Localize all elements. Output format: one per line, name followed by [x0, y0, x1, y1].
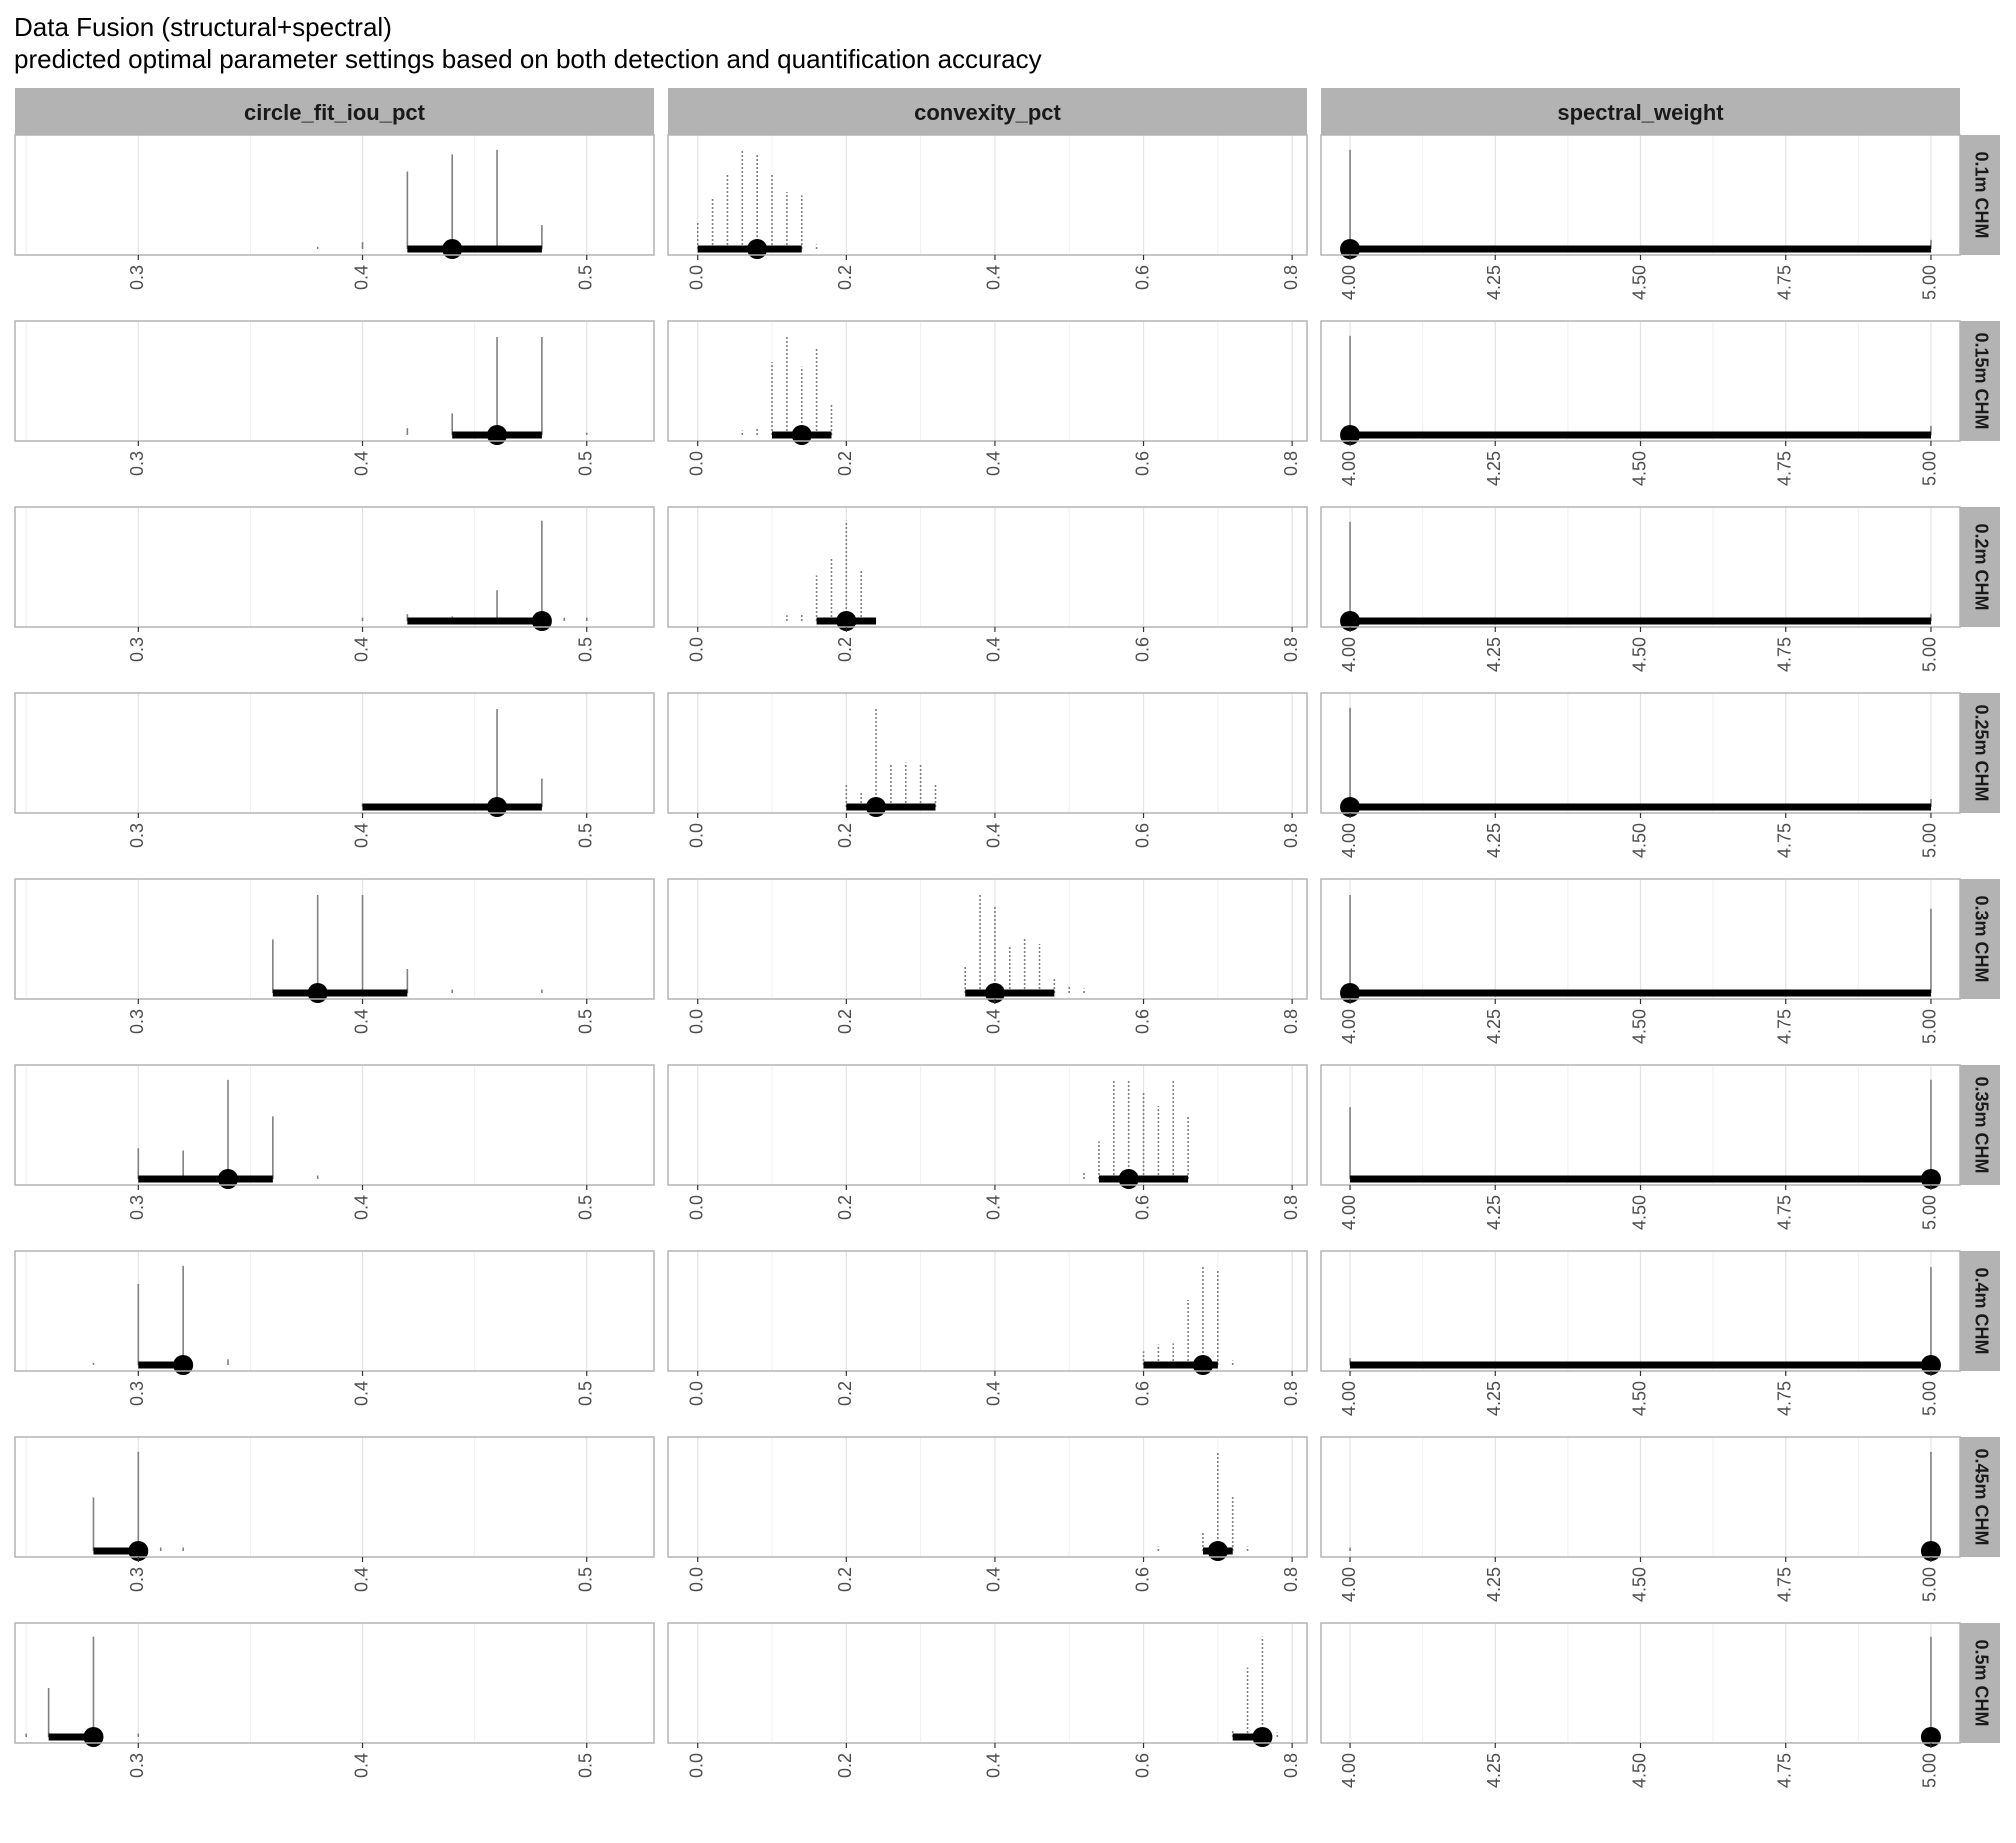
row-strip-label: 0.15m CHM — [1971, 332, 1992, 430]
facet-panel — [668, 507, 1307, 662]
facet-panel — [668, 879, 1307, 1034]
x-tick-label: 0.6 — [1132, 451, 1153, 477]
x-tick-label: 0.4 — [983, 1381, 1004, 1407]
facet-panel — [668, 1065, 1307, 1220]
x-tick-label: 4.00 — [1338, 1753, 1359, 1789]
x-tick-label: 4.75 — [1774, 823, 1795, 859]
row-strip-label: 0.5m CHM — [1971, 1639, 1992, 1727]
x-tick-label: 0.0 — [686, 265, 707, 291]
x-tick-label: 0.5 — [575, 1381, 596, 1407]
x-tick-label: 4.75 — [1774, 1195, 1795, 1231]
x-tick-label: 0.8 — [1280, 1753, 1301, 1779]
x-tick-label: 0.6 — [1132, 1009, 1153, 1035]
x-tick-label: 0.5 — [575, 1195, 596, 1221]
x-tick-label: 4.50 — [1629, 823, 1650, 859]
row-strip-label: 0.25m CHM — [1971, 704, 1992, 802]
panel-border — [15, 1437, 654, 1557]
facet-panel — [668, 693, 1307, 848]
facet-panel — [668, 1251, 1307, 1406]
x-tick-label: 0.4 — [351, 451, 372, 477]
x-tick-label: 5.00 — [1919, 1567, 1940, 1603]
point-estimate — [218, 1169, 238, 1189]
x-tick-label: 5.00 — [1919, 265, 1940, 301]
x-tick-label: 0.8 — [1280, 1381, 1301, 1407]
facet-panel — [15, 1623, 654, 1778]
x-tick-label: 4.25 — [1484, 1753, 1505, 1789]
x-tick-label: 0.4 — [351, 1381, 372, 1407]
panel-border — [15, 321, 654, 441]
x-tick-label: 4.00 — [1338, 265, 1359, 301]
facet-panel — [15, 693, 654, 848]
x-tick-label: 5.00 — [1919, 451, 1940, 487]
x-tick-label: 0.4 — [983, 823, 1004, 849]
chart-subtitle: predicted optimal parameter settings based on both detection and quantification accuracy — [14, 44, 1042, 74]
x-tick-label: 0.2 — [835, 1009, 856, 1035]
facet-panel — [668, 1623, 1307, 1778]
point-estimate — [308, 983, 328, 1003]
x-tick-label: 0.8 — [1280, 823, 1301, 849]
facet-panel — [15, 507, 654, 662]
x-tick-label: 0.4 — [983, 1195, 1004, 1221]
point-estimate — [532, 611, 552, 631]
x-tick-label: 5.00 — [1919, 1753, 1940, 1789]
panel-border — [15, 507, 654, 627]
x-tick-label: 0.0 — [686, 637, 707, 663]
facet-panel — [1321, 693, 1960, 858]
panel-border — [15, 1623, 654, 1743]
x-tick-label: 0.4 — [983, 1753, 1004, 1779]
facet-panel — [1321, 507, 1960, 672]
point-estimate — [487, 797, 507, 817]
panel-border — [15, 1065, 654, 1185]
facet-panel — [1321, 879, 1960, 1044]
x-tick-label: 4.50 — [1629, 451, 1650, 487]
x-tick-label: 4.50 — [1629, 265, 1650, 301]
x-tick-label: 0.2 — [835, 451, 856, 477]
facet-panel — [668, 321, 1307, 476]
point-estimate — [747, 239, 767, 259]
panel-border — [668, 1065, 1307, 1185]
x-tick-label: 0.8 — [1280, 265, 1301, 291]
x-tick-label: 0.2 — [835, 1567, 856, 1593]
point-estimate — [1208, 1541, 1228, 1561]
x-tick-label: 4.75 — [1774, 1009, 1795, 1045]
x-tick-label: 0.6 — [1132, 823, 1153, 849]
point-estimate — [1119, 1169, 1139, 1189]
x-tick-label: 4.75 — [1774, 265, 1795, 301]
x-tick-label: 4.00 — [1338, 1381, 1359, 1417]
panel-border — [668, 507, 1307, 627]
x-tick-label: 0.5 — [575, 1753, 596, 1779]
point-estimate — [442, 239, 462, 259]
panel-border — [668, 135, 1307, 255]
x-tick-label: 0.0 — [686, 1195, 707, 1221]
x-tick-label: 0.0 — [686, 1381, 707, 1407]
point-estimate — [1193, 1355, 1213, 1375]
x-tick-label: 0.3 — [127, 1567, 148, 1593]
x-tick-label: 4.75 — [1774, 1753, 1795, 1789]
facet-panel — [1321, 135, 1960, 300]
x-tick-label: 0.3 — [127, 265, 148, 291]
x-tick-label: 4.50 — [1629, 1381, 1650, 1417]
panel-border — [15, 1251, 654, 1371]
x-tick-label: 0.2 — [835, 637, 856, 663]
x-tick-label: 0.3 — [127, 1009, 148, 1035]
x-tick-label: 0.4 — [351, 823, 372, 849]
facet-panel — [1321, 1251, 1960, 1416]
x-tick-label: 0.5 — [575, 451, 596, 477]
x-tick-label: 0.4 — [983, 1567, 1004, 1593]
x-tick-label: 0.8 — [1280, 1009, 1301, 1035]
x-tick-label: 4.50 — [1629, 1753, 1650, 1789]
facet-panel — [15, 1065, 654, 1220]
x-tick-label: 0.0 — [686, 1009, 707, 1035]
x-tick-label: 0.5 — [575, 1009, 596, 1035]
point-estimate — [866, 797, 886, 817]
panel-border — [15, 135, 654, 255]
x-tick-label: 0.2 — [835, 265, 856, 291]
x-tick-label: 4.25 — [1484, 1195, 1505, 1231]
facet-panel — [15, 135, 654, 290]
x-tick-label: 4.25 — [1484, 451, 1505, 487]
row-strip-label: 0.45m CHM — [1971, 1448, 1992, 1546]
x-tick-label: 4.25 — [1484, 823, 1505, 859]
x-tick-label: 5.00 — [1919, 637, 1940, 673]
x-tick-label: 0.0 — [686, 451, 707, 477]
x-tick-label: 4.25 — [1484, 1009, 1505, 1045]
x-tick-label: 0.5 — [575, 265, 596, 291]
x-tick-label: 0.8 — [1280, 1195, 1301, 1221]
x-tick-label: 4.75 — [1774, 1381, 1795, 1417]
x-tick-label: 0.3 — [127, 823, 148, 849]
x-tick-label: 4.00 — [1338, 1567, 1359, 1603]
x-tick-label: 0.0 — [686, 1753, 707, 1779]
x-tick-label: 0.4 — [351, 1195, 372, 1221]
panel-border — [668, 1437, 1307, 1557]
x-tick-label: 0.2 — [835, 1195, 856, 1221]
x-tick-label: 4.25 — [1484, 1567, 1505, 1603]
panel-border — [15, 693, 654, 813]
x-tick-label: 0.3 — [127, 637, 148, 663]
x-tick-label: 0.3 — [127, 1381, 148, 1407]
x-tick-label: 4.00 — [1338, 451, 1359, 487]
x-tick-label: 5.00 — [1919, 1009, 1940, 1045]
panel-border — [15, 879, 654, 999]
x-tick-label: 0.6 — [1132, 1753, 1153, 1779]
x-tick-label: 4.75 — [1774, 1567, 1795, 1603]
point-estimate — [173, 1355, 193, 1375]
row-strip-label: 0.2m CHM — [1971, 523, 1992, 611]
x-tick-label: 4.00 — [1338, 1195, 1359, 1231]
facet-panel — [1321, 1065, 1960, 1230]
panel-border — [668, 1623, 1307, 1743]
column-strip-label: spectral_weight — [1557, 100, 1724, 125]
x-tick-label: 4.25 — [1484, 1381, 1505, 1417]
row-strip-label: 0.1m CHM — [1971, 151, 1992, 239]
x-tick-label: 4.25 — [1484, 637, 1505, 673]
x-tick-label: 0.4 — [351, 1009, 372, 1035]
x-tick-label: 4.50 — [1629, 1567, 1650, 1603]
column-strip-label: circle_fit_iou_pct — [244, 100, 425, 125]
facet-panel — [1321, 1437, 1960, 1602]
x-tick-label: 0.2 — [835, 1381, 856, 1407]
x-tick-label: 0.6 — [1132, 1381, 1153, 1407]
x-tick-label: 0.2 — [835, 823, 856, 849]
x-tick-label: 4.50 — [1629, 1195, 1650, 1231]
facet-panel — [668, 135, 1307, 290]
x-tick-label: 0.3 — [127, 1753, 148, 1779]
x-tick-label: 0.5 — [575, 637, 596, 663]
panel-border — [668, 321, 1307, 441]
x-tick-label: 4.00 — [1338, 823, 1359, 859]
x-tick-label: 4.00 — [1338, 1009, 1359, 1045]
facet-panel — [668, 1437, 1307, 1592]
x-tick-label: 0.3 — [127, 451, 148, 477]
panel-border — [668, 1251, 1307, 1371]
row-strip-label: 0.35m CHM — [1971, 1076, 1992, 1174]
x-tick-label: 0.8 — [1280, 637, 1301, 663]
row-strip-label: 0.4m CHM — [1971, 1267, 1992, 1355]
x-tick-label: 0.4 — [983, 265, 1004, 291]
panel-border — [668, 693, 1307, 813]
x-tick-label: 0.8 — [1280, 1567, 1301, 1593]
point-estimate — [1252, 1727, 1272, 1747]
x-tick-label: 4.75 — [1774, 451, 1795, 487]
x-tick-label: 4.00 — [1338, 637, 1359, 673]
x-tick-label: 0.4 — [983, 1009, 1004, 1035]
x-tick-label: 0.4 — [351, 1567, 372, 1593]
x-tick-label: 0.0 — [686, 823, 707, 849]
x-tick-label: 0.4 — [351, 265, 372, 291]
x-tick-label: 4.50 — [1629, 1009, 1650, 1045]
x-tick-label: 0.6 — [1132, 1195, 1153, 1221]
x-tick-label: 5.00 — [1919, 823, 1940, 859]
facet-panel — [1321, 1623, 1960, 1788]
facet-panel — [15, 1251, 654, 1406]
x-tick-label: 0.5 — [575, 1567, 596, 1593]
x-tick-label: 0.3 — [127, 1195, 148, 1221]
x-tick-label: 0.2 — [835, 1753, 856, 1779]
x-tick-label: 4.75 — [1774, 637, 1795, 673]
facet-panel — [15, 1437, 654, 1592]
facet-panel — [15, 879, 654, 1034]
column-strip-label: convexity_pct — [914, 100, 1061, 125]
x-tick-label: 0.6 — [1132, 265, 1153, 291]
x-tick-label: 0.6 — [1132, 637, 1153, 663]
facet-panel — [15, 321, 654, 476]
x-tick-label: 0.4 — [983, 637, 1004, 663]
x-tick-label: 4.25 — [1484, 265, 1505, 301]
x-tick-label: 0.4 — [351, 637, 372, 663]
x-tick-label: 0.4 — [983, 451, 1004, 477]
row-strip-label: 0.3m CHM — [1971, 895, 1992, 983]
x-tick-label: 4.50 — [1629, 637, 1650, 673]
facet-panel — [1321, 321, 1960, 486]
x-tick-label: 0.0 — [686, 1567, 707, 1593]
panel-border — [668, 879, 1307, 999]
x-tick-label: 0.5 — [575, 823, 596, 849]
point-estimate — [83, 1727, 103, 1747]
x-tick-label: 0.6 — [1132, 1567, 1153, 1593]
x-tick-label: 5.00 — [1919, 1195, 1940, 1231]
chart-title: Data Fusion (structural+spectral) — [14, 12, 392, 42]
x-tick-label: 5.00 — [1919, 1381, 1940, 1417]
x-tick-label: 0.4 — [351, 1753, 372, 1779]
point-estimate — [792, 425, 812, 445]
point-estimate — [487, 425, 507, 445]
x-tick-label: 0.8 — [1280, 451, 1301, 477]
